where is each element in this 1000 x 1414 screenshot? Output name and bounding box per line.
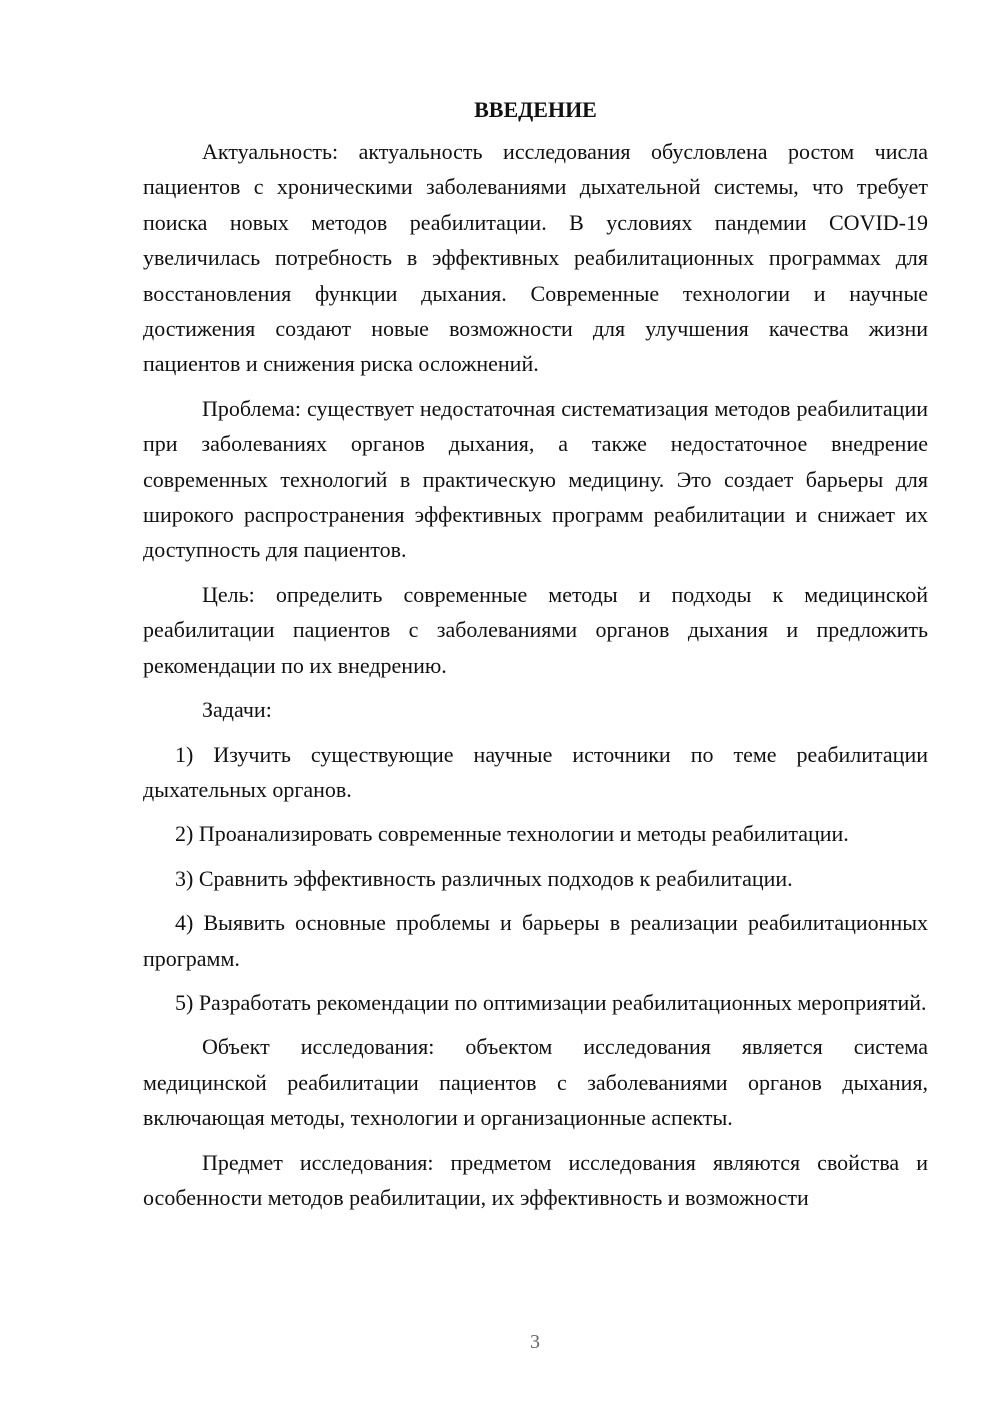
page-content	[143, 92, 928, 1224]
paragraph-problem: Проблема: существует недостаточная систематизация методов реабилитации при заболеваниях органов дыхания, а также недостаточное внедрение современных технологий в практическую медицину. Это создает барьеры для широкого распространения эффективных программ реабилитации и снижает их доступность для пациентов.	[143, 395, 928, 563]
paragraph-goal: Цель: определить современные методы и подходы к медицинской реабилитации пациентов с заболеваниями органов дыхания и предложить рекомендации по их внедрению.	[143, 581, 928, 678]
section-heading: ВВЕДЕНИЕ	[474, 97, 597, 122]
task-item: 2) Проанализировать современные технологии и методы реабилитации.	[175, 821, 849, 847]
paragraph-object: Объект исследования: объектом исследования является система медицинской реабилитации пациентов с заболеваниями органов дыхания, включающая методы, технологии и организационные аспекты.	[143, 1034, 928, 1131]
paragraph-relevance: Актуальность: актуальность исследования обусловлена ростом числа пациентов с хроническими заболеваниями дыхательной системы, что требует поиска новых методов реабилитации. В условиях пандемии COVID-19 увеличилась потребность в эффективных реабилитационных программах для восстановления функции дыхания. Современные технологии и научные достижения создают новые возможности для улучшения качества жизни пациентов и снижения риска осложнений.	[143, 139, 928, 377]
paragraph-subject: Предмет исследования: предметом исследования являются свойства и особенности методов реабилитации, их эффективность и возможности	[143, 1149, 928, 1210]
task-item: 4) Выявить основные проблемы и барьеры в реализации реабилитационных программ.	[143, 910, 928, 971]
task-item: 1) Изучить существующие научные источники по теме реабилитации дыхательных органов.	[143, 741, 928, 802]
paragraph-tasks-label: Задачи:	[202, 697, 272, 723]
page-number: 3	[530, 1331, 540, 1353]
task-item: 5) Разработать рекомендации по оптимизации реабилитационных мероприятий.	[175, 989, 927, 1015]
task-item: 3) Сравнить эффективность различных подходов к реабилитации.	[175, 865, 793, 891]
